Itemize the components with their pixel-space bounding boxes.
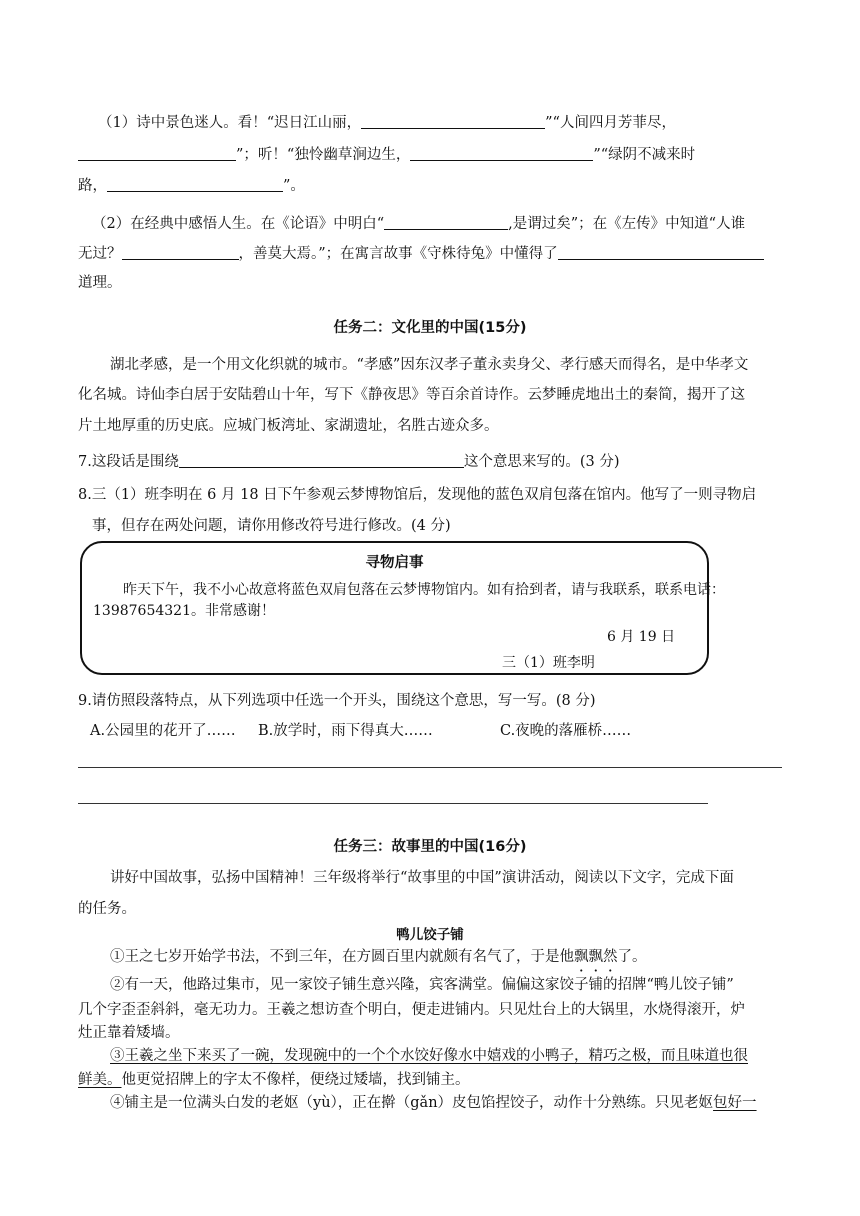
q2-line2 <box>78 242 764 263</box>
q8-line: 8.三（1）班李明在 6 月 18 日下午参观云梦博物馆后，发现他的蓝色双肩包落在馆内。他写了一则寻物启 <box>78 487 757 503</box>
story-para-3-line <box>78 1068 470 1089</box>
writing-line[interactable] <box>78 803 708 804</box>
q2-line1 <box>92 212 745 233</box>
q2-text: 无过？ <box>78 246 122 262</box>
dotted-char: 然 <box>603 949 618 965</box>
q1-line1 <box>98 111 676 132</box>
underlined-sentence: 包好一 <box>713 1095 757 1111</box>
answer-blank[interactable] <box>361 114 545 129</box>
answer-blank[interactable] <box>122 245 239 260</box>
story-para-2-line: 灶正靠着矮墙。 <box>78 1025 180 1041</box>
story-text: ①王之七岁开始学书法，不到三年，在方圆百里内就颇有名气了，于是他 <box>110 949 574 965</box>
task2-para-line: 湖北孝感，是一个用文化织就的城市。“孝感”因东汉孝子董永卖身父、孝行感天而得名，是中华孝文 <box>110 357 749 373</box>
q1-text: ”“人间四月芳菲尽， <box>545 115 676 131</box>
task2-title: 任务二：文化里的中国(15分) <box>333 320 527 336</box>
q1-text: ”；听！“独怜幽草涧边生， <box>236 147 411 163</box>
notice-date: 6 月 19 日 <box>607 629 676 645</box>
option-a: A.公园里的花开了…… <box>90 723 236 739</box>
answer-blank[interactable] <box>78 146 236 161</box>
q1-text: （1）诗中景色迷人。看！“迟日江山丽， <box>98 115 362 131</box>
underlined-sentence: ③王羲之坐下来买了一碗，发现碗中的一个个水饺好像水中嬉戏的小鸭子，精巧之极，而且味道也很 <box>110 1048 748 1064</box>
q2-text: ，善莫大焉。”；在寓言故事《守株待兔》中懂得了 <box>238 246 558 262</box>
q1-line2 <box>78 143 695 164</box>
task3-intro-line: 的任务。 <box>78 901 136 917</box>
q7-text: 这个意思来写的。(3 分) <box>463 454 620 470</box>
q1-text: ”“绿阴不减来时 <box>593 147 696 163</box>
q1-text: 路， <box>78 178 107 194</box>
answer-blank[interactable] <box>179 453 464 468</box>
option-c: C.夜晚的落雁桥…… <box>500 723 632 739</box>
q1-line3 <box>78 174 305 195</box>
story-para-2-line: ②有一天，他路过集市，见一家饺子铺生意兴隆，宾客满堂。偏偏这家饺子铺的招牌“鸭儿饺子铺” <box>110 977 734 993</box>
notice-body: 13987654321。非常感谢！ <box>93 603 275 619</box>
writing-line[interactable] <box>78 767 782 768</box>
q2-text: （2）在经典中感悟人生。在《论语》中明白“ <box>92 216 385 232</box>
notice-body: 昨天下午，我不小心故意将蓝色双肩包落在云梦博物馆内。如有拾到者，请与我联系，联系电话： <box>123 582 725 598</box>
answer-blank[interactable] <box>410 146 593 161</box>
story-text: 了。 <box>617 949 647 965</box>
q7-text: 7.这段话是围绕 <box>78 454 179 470</box>
task2-para-line: 片土地厚重的历史底。应城门板湾址、家湖遗址，名胜古迹众多。 <box>78 418 499 434</box>
q1-text: ”。 <box>283 178 305 194</box>
story-title: 鸭儿饺子铺 <box>396 927 464 943</box>
story-para-2-line: 几个字歪歪斜斜，毫无功力。王羲之想访查个明白，便走进铺内。只见灶台上的大锅里，水烧得滚开，炉 <box>78 1002 745 1018</box>
q2-text: 道理。 <box>78 275 122 291</box>
answer-blank[interactable] <box>558 245 764 260</box>
story-text: 他更觉招牌上的字太不像样，便绕过矮墙，找到铺主。 <box>121 1072 470 1088</box>
option-b: B.放学时，雨下得真大…… <box>258 723 433 739</box>
dotted-char: 飘 <box>588 949 603 965</box>
dotted-char: 飘 <box>574 949 589 965</box>
task3-intro-line: 讲好中国故事，弘扬中国精神！三年级将举行“故事里的中国”演讲活动，阅读以下文字，完成下面 <box>110 870 734 886</box>
q8-line: 事，但存在两处问题，请你用修改符号进行修改。(4 分) <box>92 518 451 534</box>
story-text: ④铺主是一位满头白发的老妪（yù），正在擀（gǎn）皮包馅捏饺子，动作十分熟练。只见老妪 <box>110 1095 714 1111</box>
q9: 9.请仿照段落特点，从下列选项中任选一个开头，围绕这个意思，写一写。(8 分) <box>78 693 596 709</box>
notice-signer: 三（1）班李明 <box>502 655 595 671</box>
q2-text: ,是谓过矣”；在《左传》中知道“人谁 <box>508 216 746 232</box>
task3-title: 任务三：故事里的中国(16分) <box>333 839 527 855</box>
answer-blank[interactable] <box>107 177 283 192</box>
q7 <box>78 450 620 471</box>
underlined-sentence: 鲜美。 <box>78 1072 122 1088</box>
notice-title: 寻物启事 <box>365 555 424 571</box>
answer-blank[interactable] <box>384 215 508 230</box>
story-para-1 <box>110 945 647 966</box>
task2-para-line: 化名城。诗仙李白居于安陆碧山十年，写下《静夜思》等百余首诗作。云梦睡虎地出土的秦简，揭开了这 <box>78 387 745 403</box>
story-para-4 <box>110 1091 757 1112</box>
